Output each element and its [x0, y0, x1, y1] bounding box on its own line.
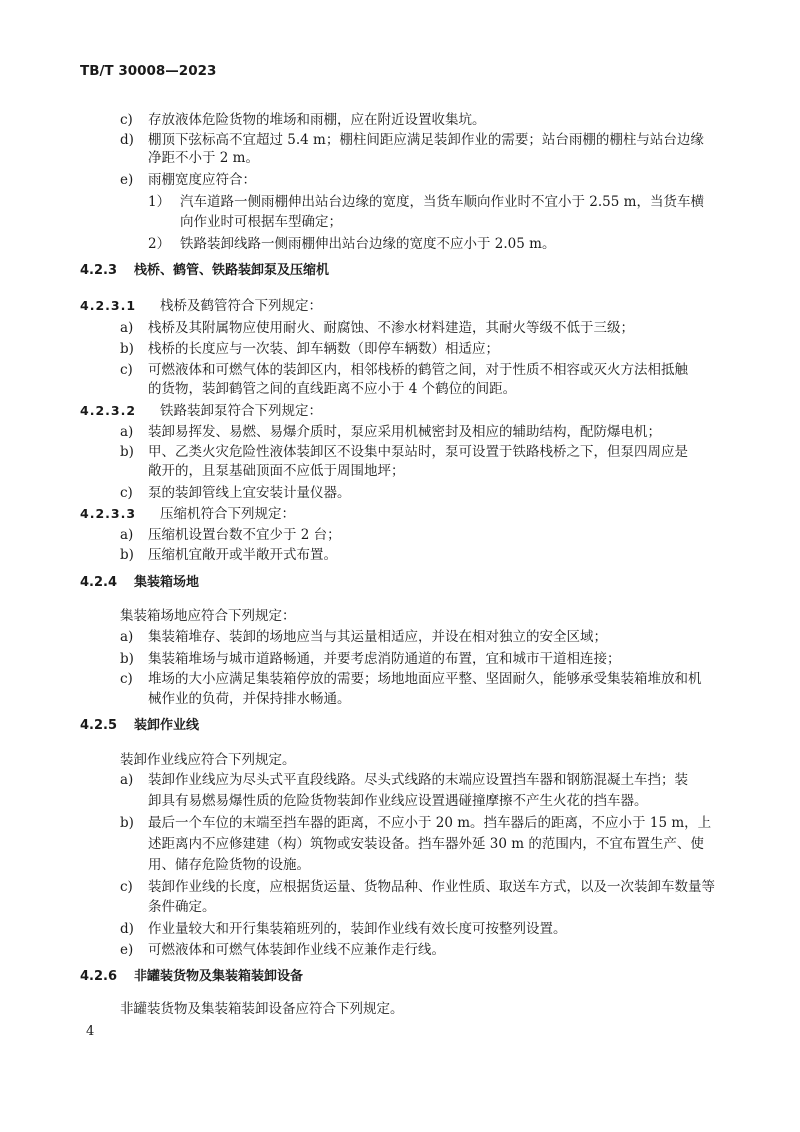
- list-marker: d): [120, 921, 134, 937]
- list-marker: c): [120, 362, 133, 378]
- page-number: 4: [86, 1024, 95, 1039]
- list-item-line: 的货物，装卸鹤管之间的直线距离不应小于 4 个鹤位的间距。: [148, 381, 517, 397]
- list-item-line: 净距不小于 2 m。: [148, 150, 259, 166]
- list-item-line: 装卸作业线应为尽头式平直段线路。尽头式线路的末端应设置挡车器和钢筋混凝土车挡；装: [148, 772, 688, 788]
- section-title: 装卸作业线: [134, 718, 200, 733]
- clause-title: 铁路装卸泵符合下列规定：: [160, 403, 322, 419]
- list-item-line: 雨棚宽度应符合：: [148, 172, 256, 188]
- list-item-line: 最后一个车位的末端至挡车器的距离，不应小于 20 m。挡车器后的距离，不应小于 15 m，上: [148, 815, 712, 831]
- section-number: 4.2.5: [80, 718, 118, 733]
- list-marker: e): [120, 172, 134, 188]
- list-item-line: 卸具有易燃易爆性质的危险货物装卸作业线应设置遇碰撞摩擦不产生火花的挡车器。: [148, 793, 648, 809]
- list-item-line: 可燃液体和可燃气体的装卸区内，相邻栈桥的鹤管之间，对于性质不相容或灭火方法相抵触: [148, 362, 688, 378]
- list-marker: c): [120, 879, 133, 895]
- section-number: 4.2.4: [80, 575, 118, 590]
- paragraph-line: 非罐装货物及集装箱装卸设备应符合下列规定。: [120, 1001, 404, 1017]
- clause-title: 压缩机符合下列规定：: [160, 506, 295, 522]
- list-item-line: 堆场的大小应满足集装箱停放的需要；场地地面应平整、坚固耐久，能够承受集装箱堆放和机: [148, 671, 702, 687]
- list-item-line: 压缩机宜敞开或半敞开式布置。: [148, 547, 337, 563]
- list-item-line: 敞开的，且泵基础顶面不应低于周围地坪；: [148, 463, 405, 479]
- list-marker: b): [120, 651, 134, 667]
- list-marker: a): [120, 527, 134, 543]
- list-item-line: 述距离内不应修建建（构）筑物或安装设备。挡车器外延 30 m 的范围内，不宜布置生产、使: [148, 836, 704, 852]
- sublist-item-line: 向作业时可根据车型确定；: [180, 214, 342, 230]
- sublist-marker: 2）: [148, 236, 171, 252]
- clause-number: 4.2.3.3: [80, 506, 137, 521]
- list-marker: a): [120, 772, 134, 788]
- list-item-line: 装卸作业线的长度，应根据货运量、货物品种、作业性质、取送车方式，以及一次装卸车数量等: [148, 879, 715, 895]
- section-title: 栈桥、鹤管、铁路装卸泵及压缩机: [134, 263, 330, 278]
- list-item-line: 集装箱堆存、装卸的场地应当与其运量相适应，并设在相对独立的安全区域；: [148, 629, 607, 645]
- list-item-line: 条件确定。: [148, 899, 216, 915]
- list-item-line: 可燃液体和可燃气体装卸作业线不应兼作走行线。: [148, 942, 445, 958]
- list-marker: c): [120, 112, 133, 128]
- list-marker: c): [120, 671, 133, 687]
- list-marker: e): [120, 942, 134, 958]
- sublist-item-line: 汽车道路一侧雨棚伸出站台边缘的宽度，当货车顺向作业时不宜小于 2.55 m，当货车横: [180, 194, 704, 210]
- list-item-line: 存放液体危险货物的堆场和雨棚，应在附近设置收集坑。: [148, 112, 486, 128]
- section-title: 集装箱场地: [134, 575, 200, 590]
- list-marker: b): [120, 444, 134, 460]
- section-number: 4.2.3: [80, 263, 118, 278]
- list-marker: b): [120, 341, 134, 357]
- list-item-line: 栈桥及其附属物应使用耐火、耐腐蚀、不渗水材料建造，其耐火等级不低于三级；: [148, 320, 634, 336]
- list-item-line: 棚顶下弦标高不宜超过 5.4 m；棚柱间距应满足装卸作业的需要；站台雨棚的棚柱与站台边缘: [148, 132, 704, 148]
- list-item-line: 泵的装卸管线上宜安装计量仪器。: [148, 485, 351, 501]
- sublist-item-line: 铁路装卸线路一侧雨棚伸出站台边缘的宽度不应小于 2.05 m。: [180, 236, 556, 252]
- list-item-line: 集装箱堆场与城市道路畅通，并要考虑消防通道的布置，宜和城市干道相连接；: [148, 651, 621, 667]
- clause-title: 栈桥及鹤管符合下列规定：: [160, 298, 322, 314]
- list-marker: b): [120, 815, 134, 831]
- sublist-marker: 1）: [148, 194, 171, 210]
- list-marker: d): [120, 132, 134, 148]
- clause-number: 4.2.3.2: [80, 403, 137, 418]
- running-header: TB/T 30008—2023: [80, 63, 217, 79]
- paragraph-line: 集装箱场地应符合下列规定：: [120, 608, 296, 624]
- list-marker: a): [120, 424, 134, 440]
- list-item-line: 作业量较大和开行集装箱班列的，装卸作业线有效长度可按整列设置。: [148, 921, 567, 937]
- clause-number: 4.2.3.1: [80, 298, 137, 313]
- section-title: 非罐装货物及集装箱装卸设备: [134, 969, 304, 984]
- list-marker: c): [120, 485, 133, 501]
- paragraph-line: 装卸作业线应符合下列规定。: [120, 752, 296, 768]
- section-number: 4.2.6: [80, 969, 118, 984]
- list-item-line: 栈桥的长度应与一次装、卸车辆数（即停车辆数）相适应；: [148, 341, 499, 357]
- list-item-line: 甲、乙类火灾危险性液体装卸区不设集中泵站时，泵可设置于铁路栈桥之下，但泵四周应是: [148, 444, 688, 460]
- list-marker: b): [120, 547, 134, 563]
- list-item-line: 装卸易挥发、易燃、易爆介质时，泵应采用机械密封及相应的辅助结构，配防爆电机；: [148, 424, 661, 440]
- list-item-line: 械作业的负荷，并保持排水畅通。: [148, 691, 351, 707]
- list-item-line: 用、储存危险货物的设施。: [148, 857, 310, 873]
- list-marker: a): [120, 320, 134, 336]
- list-marker: a): [120, 629, 134, 645]
- list-item-line: 压缩机设置台数不宜少于 2 台；: [148, 527, 341, 543]
